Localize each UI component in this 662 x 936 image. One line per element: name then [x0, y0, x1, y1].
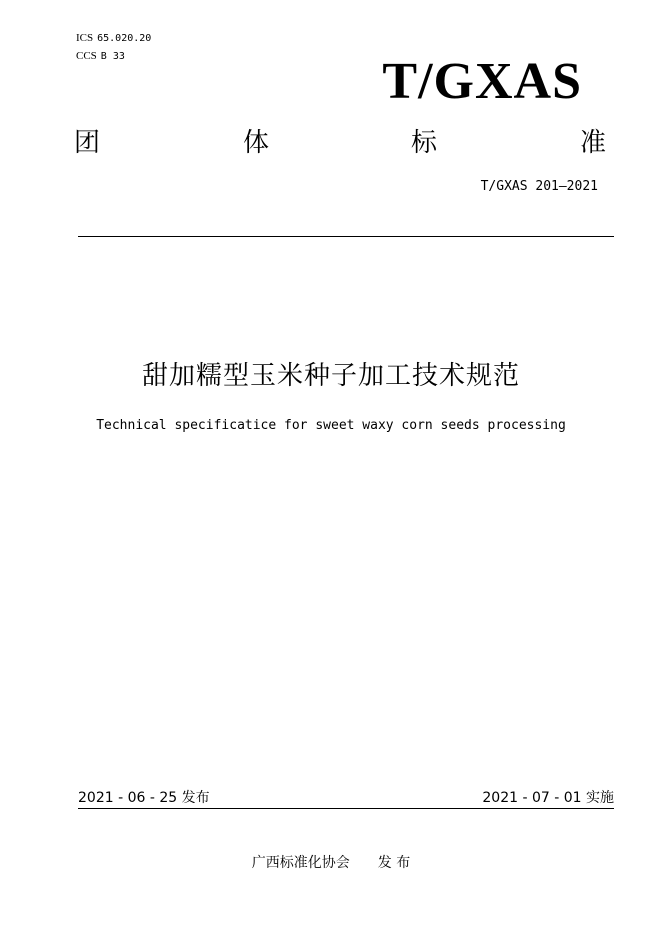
ics-classification	[76, 32, 151, 45]
standard-type-char: 团	[74, 128, 101, 158]
header-divider	[78, 236, 614, 237]
document-number: T/GXAS 201—2021	[480, 179, 598, 194]
ics-label: ICS	[76, 32, 94, 44]
ics-code: 65.020.20	[97, 33, 152, 44]
ccs-code: B 33	[100, 51, 125, 62]
ccs-label: CCS	[76, 50, 97, 62]
standard-org-mark: T/GXAS	[382, 53, 582, 110]
implementation-date: 2021 - 07 - 01 实施	[482, 790, 614, 806]
issue-date: 2021 - 06 - 25 发布	[78, 790, 210, 806]
standard-type-char: 标	[411, 128, 438, 158]
document-title-english: Technical specificatice for sweet waxy corn seeds processing	[96, 418, 566, 433]
footer-divider	[78, 808, 614, 809]
document-title-chinese: 甜加糯型玉米种子加工技术规范	[141, 361, 520, 391]
publisher: 广西标准化协会 发 布	[251, 855, 411, 871]
ccs-classification	[76, 50, 125, 63]
standard-type-char: 准	[580, 128, 607, 158]
standard-type-char: 体	[243, 128, 270, 158]
